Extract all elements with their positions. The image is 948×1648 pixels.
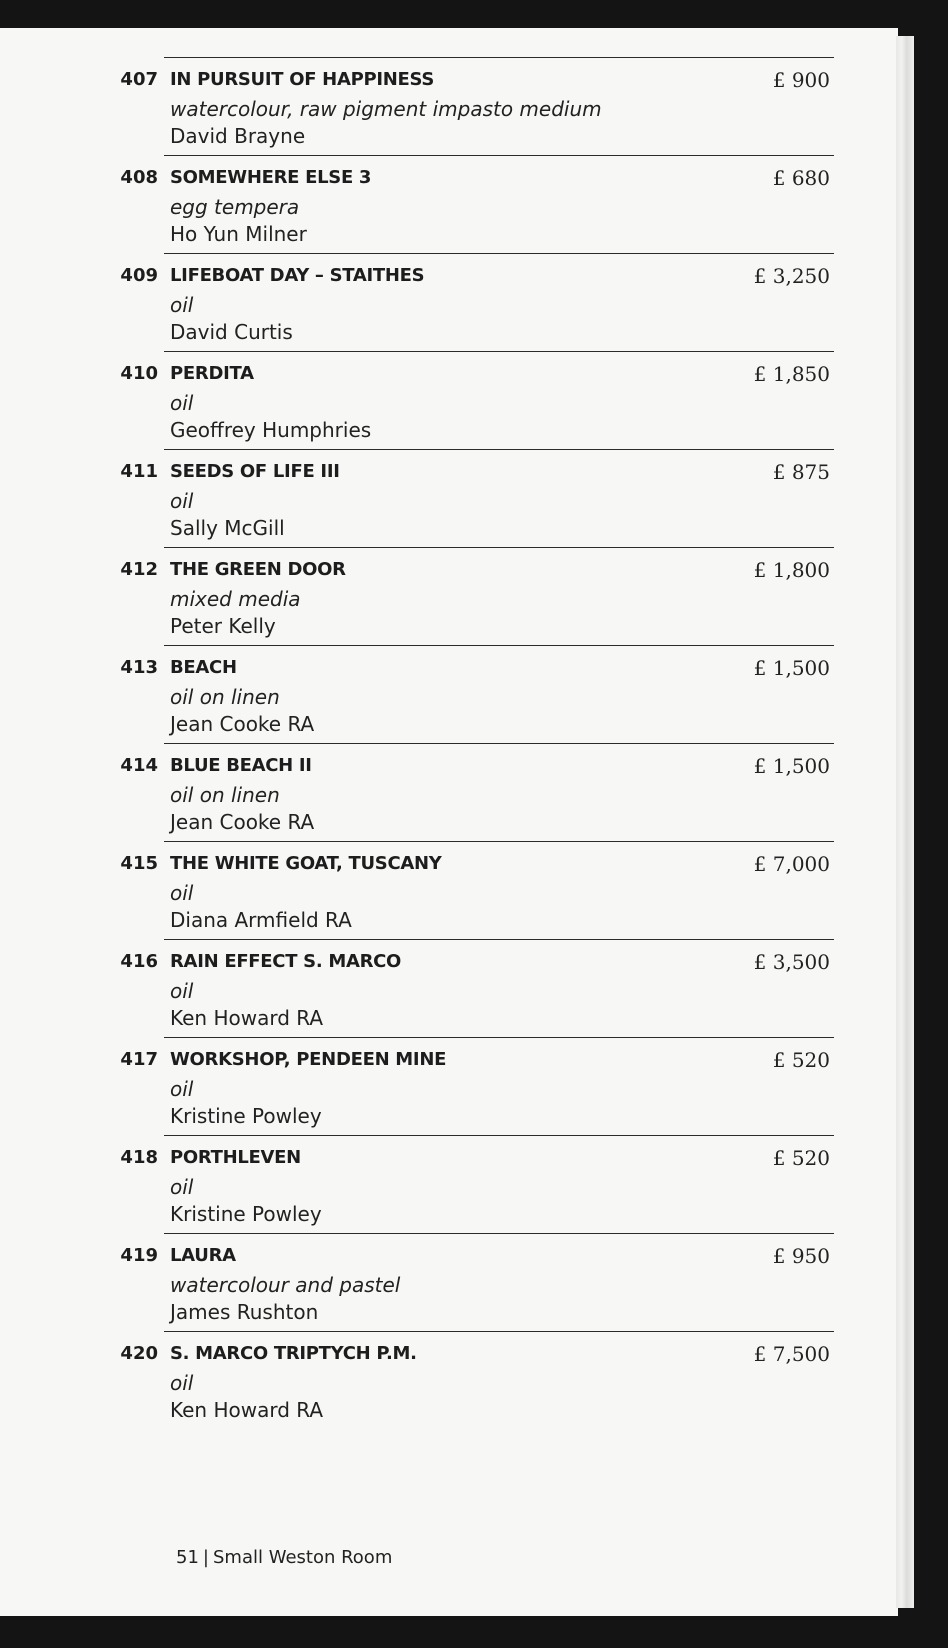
- entry-artist: Peter Kelly: [170, 614, 276, 638]
- entry-number: 413: [120, 657, 158, 678]
- entry-price: £ 7,500: [753, 1342, 830, 1366]
- entry-artist: Kristine Powley: [170, 1104, 322, 1128]
- divider: [164, 57, 834, 58]
- entry-artist: Sally McGill: [170, 516, 285, 540]
- catalogue-entry: [0, 547, 898, 643]
- entry-number: 419: [120, 1245, 158, 1266]
- divider: [164, 155, 834, 156]
- entry-medium: oil: [170, 881, 194, 905]
- entry-number: 418: [120, 1147, 158, 1168]
- entry-number: 410: [120, 363, 158, 384]
- entry-title: IN PURSUIT OF HAPPINESS: [170, 69, 435, 90]
- divider: [164, 645, 834, 646]
- entry-number: 416: [120, 951, 158, 972]
- entry-title: PERDITA: [170, 363, 254, 384]
- divider: [164, 547, 834, 548]
- entry-artist: David Curtis: [170, 320, 293, 344]
- catalogue-entry: [0, 351, 898, 447]
- entry-number: 407: [120, 69, 158, 90]
- entry-medium: oil: [170, 1175, 194, 1199]
- entry-medium: oil: [170, 489, 194, 513]
- catalogue-page: [0, 28, 898, 1616]
- entry-artist: Ken Howard RA: [170, 1398, 324, 1422]
- catalogue-entry: [0, 1135, 898, 1231]
- entry-artist: James Rushton: [170, 1300, 319, 1324]
- entry-medium: oil: [170, 979, 194, 1003]
- divider: [164, 743, 834, 744]
- entry-medium: oil: [170, 1371, 194, 1395]
- entry-price: £ 1,850: [753, 362, 830, 386]
- entry-price: £ 875: [772, 460, 830, 484]
- entry-price: £ 900: [772, 68, 830, 92]
- entry-price: £ 1,500: [753, 754, 830, 778]
- entry-price: £ 1,800: [753, 558, 830, 582]
- divider: [164, 1037, 834, 1038]
- entry-title: SOMEWHERE ELSE 3: [170, 167, 372, 188]
- entry-price: £ 520: [772, 1146, 830, 1170]
- divider: [164, 1331, 834, 1332]
- divider: [164, 841, 834, 842]
- entry-title: LAURA: [170, 1245, 236, 1266]
- entry-title: SEEDS OF LIFE III: [170, 461, 340, 482]
- divider: [164, 449, 834, 450]
- entry-price: £ 950: [772, 1244, 830, 1268]
- catalogue-entry: [0, 939, 898, 1035]
- catalogue-entry: [0, 1331, 898, 1427]
- entry-medium: oil: [170, 391, 194, 415]
- entry-title: S. MARCO TRIPTYCH P.M.: [170, 1343, 417, 1364]
- entry-price: £ 3,500: [753, 950, 830, 974]
- entry-artist: Diana Armfield RA: [170, 908, 352, 932]
- entry-number: 415: [120, 853, 158, 874]
- catalogue-entry: [0, 1233, 898, 1329]
- entry-medium: watercolour and pastel: [170, 1273, 401, 1297]
- entry-price: £ 3,250: [753, 264, 830, 288]
- entry-title: WORKSHOP, PENDEEN MINE: [170, 1049, 447, 1070]
- entry-medium: oil on linen: [170, 783, 280, 807]
- page-edge: [896, 36, 914, 1608]
- catalogue-entry: [0, 57, 898, 153]
- page-number: 51: [176, 1547, 199, 1568]
- entry-title: BEACH: [170, 657, 237, 678]
- divider: [164, 1233, 834, 1234]
- entry-medium: oil: [170, 293, 194, 317]
- entry-artist: Jean Cooke RA: [170, 810, 315, 834]
- entry-medium: oil on linen: [170, 685, 280, 709]
- catalogue-entry: [0, 841, 898, 937]
- catalogue-entry: [0, 645, 898, 741]
- entry-artist: Kristine Powley: [170, 1202, 322, 1226]
- entry-price: £ 520: [772, 1048, 830, 1072]
- section-name: Small Weston Room: [212, 1547, 393, 1568]
- entry-medium: egg tempera: [170, 195, 300, 219]
- entry-number: 417: [120, 1049, 158, 1070]
- entry-artist: Ho Yun Milner: [170, 222, 307, 246]
- entry-medium: oil: [170, 1077, 194, 1101]
- entry-artist: David Brayne: [170, 124, 306, 148]
- footer-separator: |: [202, 1547, 209, 1568]
- entry-title: LIFEBOAT DAY – STAITHES: [170, 265, 425, 286]
- entry-title: THE GREEN DOOR: [170, 559, 346, 580]
- catalogue-entry: [0, 1037, 898, 1133]
- entry-title: RAIN EFFECT S. MARCO: [170, 951, 402, 972]
- entry-number: 420: [120, 1343, 158, 1364]
- entry-number: 409: [120, 265, 158, 286]
- entry-title: THE WHITE GOAT, TUSCANY: [170, 853, 442, 874]
- entry-price: £ 1,500: [753, 656, 830, 680]
- divider: [164, 351, 834, 352]
- entry-number: 408: [120, 167, 158, 188]
- catalogue-entry: [0, 743, 898, 839]
- divider: [164, 939, 834, 940]
- entry-number: 412: [120, 559, 158, 580]
- catalogue-entry: [0, 449, 898, 545]
- divider: [164, 253, 834, 254]
- catalogue-entry: [0, 155, 898, 251]
- entry-title: PORTHLEVEN: [170, 1147, 301, 1168]
- entry-artist: Ken Howard RA: [170, 1006, 324, 1030]
- entry-price: £ 680: [772, 166, 830, 190]
- entry-artist: Jean Cooke RA: [170, 712, 315, 736]
- entry-number: 414: [120, 755, 158, 776]
- entry-number: 411: [120, 461, 158, 482]
- divider: [164, 1135, 834, 1136]
- entry-price: £ 7,000: [753, 852, 830, 876]
- page-footer: [176, 1547, 392, 1568]
- entry-artist: Geoffrey Humphries: [170, 418, 372, 442]
- entry-title: BLUE BEACH II: [170, 755, 312, 776]
- entry-medium: watercolour, raw pigment impasto medium: [170, 97, 602, 121]
- catalogue-entry: [0, 253, 898, 349]
- entry-medium: mixed media: [170, 587, 301, 611]
